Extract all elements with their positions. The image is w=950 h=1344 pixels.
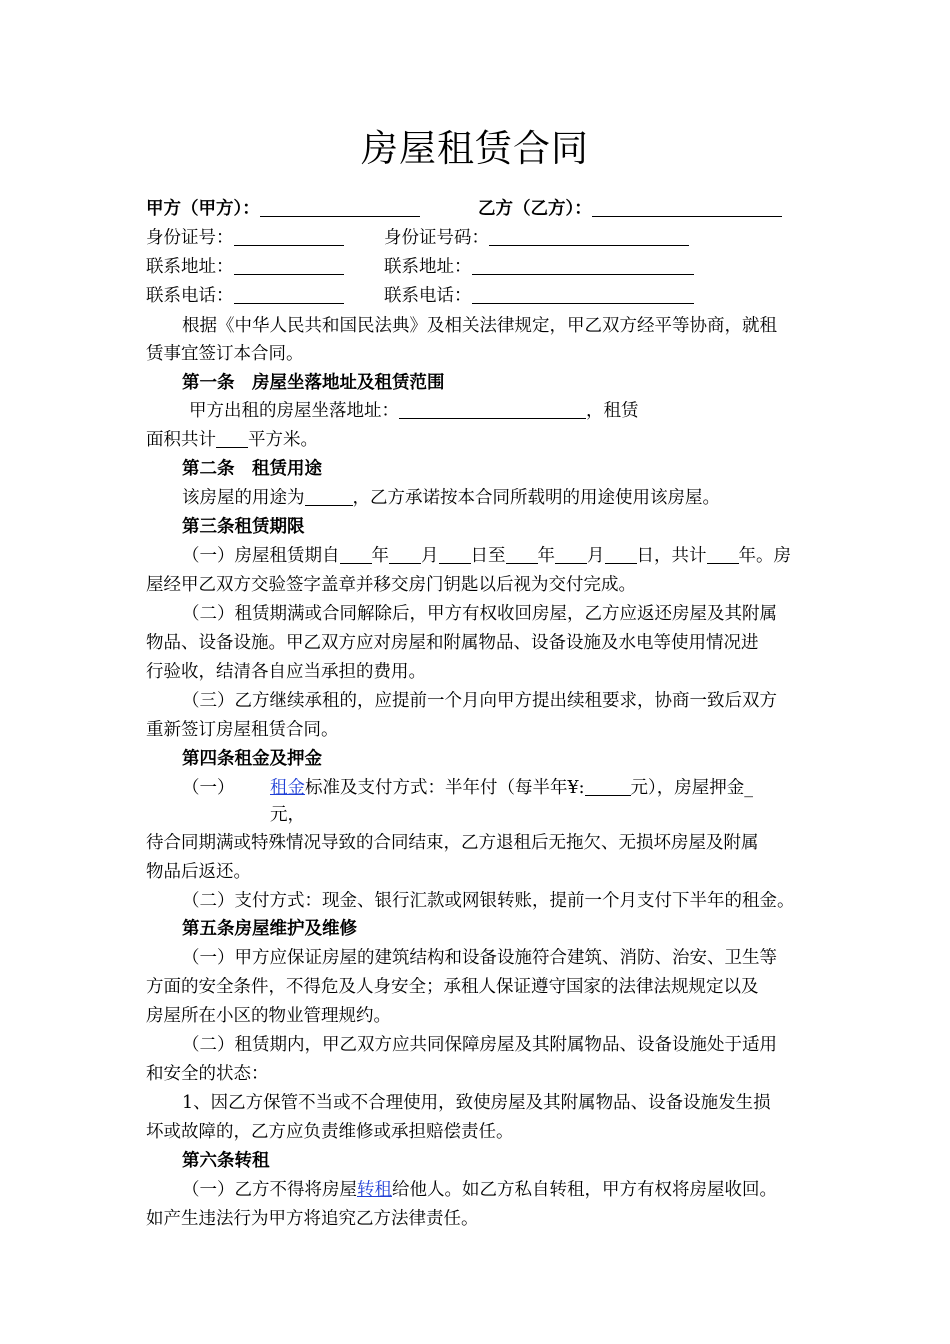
rent-amount-blank[interactable] bbox=[585, 777, 631, 796]
party-a-id-blank[interactable] bbox=[234, 227, 344, 246]
party-b-phone-blank[interactable] bbox=[472, 285, 694, 304]
article-3-heading: 第三条租赁期限 bbox=[182, 517, 305, 537]
party-b-phone-row bbox=[384, 284, 694, 308]
deposit-unit: 元， bbox=[270, 805, 305, 825]
end-month-blank[interactable] bbox=[555, 545, 587, 564]
article-1-line-2 bbox=[146, 428, 318, 452]
article-5-p3-line-1: 1、因乙方保管不当或不合理使用，致使房屋及其附属物品、设备设施发生损 bbox=[182, 1093, 771, 1113]
article-5-heading: 第五条房屋维护及维修 bbox=[182, 919, 357, 939]
lease-term-line bbox=[182, 544, 791, 568]
total-years-blank[interactable] bbox=[707, 545, 739, 564]
party-b-blank[interactable] bbox=[592, 198, 782, 217]
article-4-p2: （二）支付方式：现金、银行汇款或网银转账，提前一个月支付下半年的租金。 bbox=[182, 891, 795, 911]
usage-text: ，乙方承诺按本合同所载明的用途使用该房屋。 bbox=[352, 488, 720, 508]
article-5-p2-line-2: 和安全的状态： bbox=[146, 1064, 269, 1084]
rent-standard-text: 标准及支付方式：半年付（每半年¥: bbox=[305, 778, 585, 798]
sublease-text-2: 给他人。如乙方私自转租，甲方有权将房屋收回。 bbox=[392, 1180, 777, 1200]
start-year-blank[interactable] bbox=[340, 545, 372, 564]
article-4-p1-line-3: 待合同期满或特殊情况导致的合同结束，乙方退租后无拖欠、无损坏房屋及附属 bbox=[146, 833, 759, 853]
area-unit: 平方米。 bbox=[248, 430, 318, 450]
deposit-text: 元），房屋押金_ bbox=[630, 778, 754, 798]
party-a-id-row bbox=[146, 226, 344, 250]
party-a-address-blank[interactable] bbox=[234, 256, 344, 275]
article-3-p2-line-1: （二）租赁期满或合同解除后，甲方有权收回房屋，乙方应返还房屋及其附属 bbox=[182, 604, 777, 624]
day-to-label: 日至 bbox=[470, 546, 506, 566]
party-b-id-label: 身份证号码： bbox=[384, 228, 489, 248]
article-2-line-1 bbox=[182, 486, 720, 510]
document-title: 房屋租赁合同 bbox=[361, 127, 589, 170]
property-address-blank[interactable] bbox=[399, 400, 586, 419]
party-b-phone-label: 联系电话： bbox=[384, 286, 472, 306]
article-3-p2-line-2: 物品、设备设施。甲乙双方应对房屋和附属物品、设备设施及水电等使用情况进 bbox=[146, 633, 759, 653]
total-label: 日，共计 bbox=[636, 546, 707, 566]
article-5-p1-line-3: 房屋所在小区的物业管理规约。 bbox=[146, 1006, 391, 1026]
start-month-blank[interactable] bbox=[389, 545, 421, 564]
area-blank[interactable] bbox=[216, 429, 248, 448]
party-b-address-blank[interactable] bbox=[472, 256, 694, 275]
year-label: 年 bbox=[371, 546, 389, 566]
article-4-heading: 第四条租金及押金 bbox=[182, 749, 322, 769]
sublease-text-1: （一）乙方不得将房屋 bbox=[182, 1180, 357, 1200]
party-b-id-blank[interactable] bbox=[489, 227, 689, 246]
party-a-phone-row bbox=[146, 284, 344, 308]
year-label: 年 bbox=[537, 546, 555, 566]
article-2-heading: 第二条 租赁用途 bbox=[182, 459, 322, 479]
intro-line-1: 根据《中华人民共和国民法典》及相关法律规定，甲乙双方经平等协商，就租 bbox=[182, 316, 777, 336]
party-a-address-row bbox=[146, 255, 344, 279]
party-a-address-label: 联系地址： bbox=[146, 257, 234, 277]
article-1-lease-text: ，租赁 bbox=[586, 401, 639, 421]
article-3-p1-line-2: 屋经甲乙双方交验签字盖章并移交房门钥匙以后视为交付完成。 bbox=[146, 575, 636, 595]
article-5-p1-line-2: 方面的安全条件，不得危及人身安全；承租人保证遵守国家的法律法规规定以及 bbox=[146, 977, 759, 997]
intro-line-2: 赁事宜签订本合同。 bbox=[146, 344, 304, 364]
party-b-id-row bbox=[384, 226, 689, 250]
party-a-blank[interactable] bbox=[260, 198, 420, 217]
end-day-blank[interactable] bbox=[605, 545, 637, 564]
party-b-label: 乙方（乙方）： bbox=[478, 199, 592, 219]
article-4-p1-num: （一） bbox=[182, 778, 235, 798]
month-label: 月 bbox=[587, 546, 605, 566]
article-3-p3-line-1: （三）乙方继续承租的，应提前一个月向甲方提出续租要求，协商一致后双方 bbox=[182, 691, 777, 711]
usage-blank[interactable] bbox=[305, 487, 353, 506]
article-4-p1-line-4: 物品后返还。 bbox=[146, 862, 251, 882]
article-5-p2-line-1: （二）租赁期内，甲乙双方应共同保障房屋及其附属物品、设备设施处于适用 bbox=[182, 1035, 777, 1055]
article-5-p1-line-1: （一）甲方应保证房屋的建筑结构和设备设施符合建筑、消防、治安、卫生等 bbox=[182, 948, 777, 968]
article-1-line-1 bbox=[189, 399, 639, 423]
start-day-blank[interactable] bbox=[439, 545, 471, 564]
sublease-link[interactable]: 转租 bbox=[357, 1180, 392, 1200]
article-1-address-label: 甲方出租的房屋坐落地址： bbox=[189, 401, 399, 421]
party-b-address-row bbox=[384, 255, 694, 279]
party-a-phone-label: 联系电话： bbox=[146, 286, 234, 306]
month-label: 月 bbox=[421, 546, 439, 566]
article-3-p3-line-2: 重新签订房屋租赁合同。 bbox=[146, 720, 339, 740]
usage-label: 该房屋的用途为 bbox=[182, 488, 305, 508]
article-5-p3-line-2: 坏或故障的，乙方应负责维修或承担赔偿责任。 bbox=[146, 1122, 514, 1142]
article-6-p1-line-1 bbox=[182, 1178, 777, 1202]
article-4-p1-line-1 bbox=[270, 776, 753, 800]
party-b-address-label: 联系地址： bbox=[384, 257, 472, 277]
article-6-heading: 第六条转租 bbox=[182, 1151, 270, 1171]
party-a-phone-blank[interactable] bbox=[234, 285, 344, 304]
end-year-blank[interactable] bbox=[506, 545, 538, 564]
article-6-p1-line-2: 如产生违法行为甲方将追究乙方法律责任。 bbox=[146, 1209, 479, 1229]
rent-link[interactable]: 租金 bbox=[270, 778, 305, 798]
party-a-row bbox=[146, 197, 420, 221]
area-label: 面积共计 bbox=[146, 430, 216, 450]
party-a-label: 甲方（甲方）： bbox=[146, 199, 260, 219]
article-1-heading: 第一条 房屋坐落地址及租赁范围 bbox=[182, 373, 445, 393]
article-3-p2-line-3: 行验收，结清各自应当承担的费用。 bbox=[146, 662, 426, 682]
party-a-id-label: 身份证号： bbox=[146, 228, 234, 248]
years-suffix: 年。房 bbox=[738, 546, 791, 566]
lease-term-text: （一）房屋租赁期自 bbox=[182, 546, 340, 566]
party-b-row bbox=[478, 197, 782, 221]
